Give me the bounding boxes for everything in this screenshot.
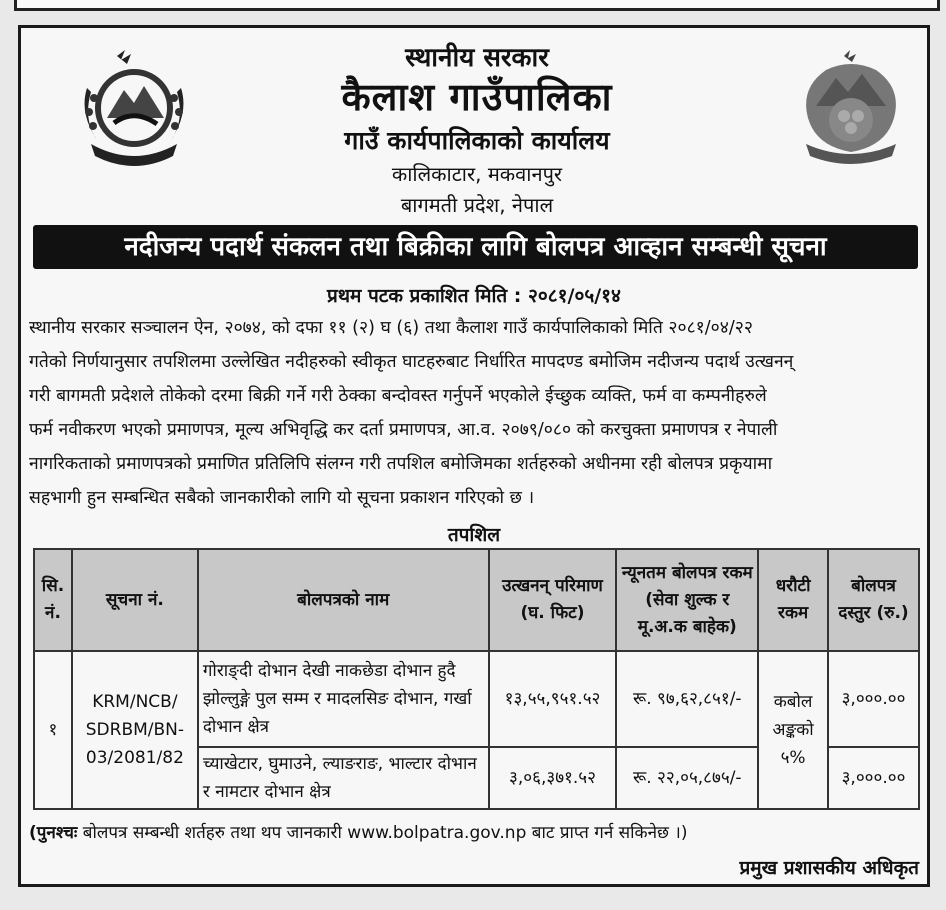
municipality-name: कैलाश गाउँपालिका bbox=[341, 75, 613, 119]
province-country: बागमती प्रदेश, नेपाल bbox=[400, 193, 554, 217]
header-tender-name: बोलपत्रको नाम bbox=[198, 549, 489, 651]
header-deposit: धरौटी रकम bbox=[758, 549, 828, 651]
tender-table bbox=[33, 548, 920, 810]
cell-min-amount: रू. ९७,६२,८५१/- bbox=[616, 651, 758, 747]
table-header-row bbox=[34, 549, 919, 651]
footnote bbox=[29, 820, 687, 843]
cell-notice-no: KRM/NCB/ SDRBM/BN- 03/2081/82 bbox=[72, 651, 198, 809]
signatory-title: प्रमुख प्रशासकीय अधिकृत bbox=[739, 857, 919, 879]
local-government-heading: स्थानीय सरकार bbox=[405, 43, 549, 73]
cell-tender-name: च्याखेटार, घुमाउने, ल्याङराङ, भाल्टार दोभान र नामटार दोभान क्षेत्र bbox=[198, 747, 489, 809]
footnote-label: (पुनश्चः bbox=[29, 823, 78, 843]
cell-sn: १ bbox=[34, 651, 72, 809]
header-fee: बोलपत्र दस्तुर (रु.) bbox=[828, 549, 919, 651]
cell-quantity: ३,०६,३७१.५२ bbox=[489, 747, 617, 809]
header-sn: सि. नं. bbox=[34, 549, 72, 651]
notice-title: नदीजन्य पदार्थ संकलन तथा बिक्रीका लागि बोलपत्र आव्हान सम्बन्धी सूचना bbox=[33, 225, 918, 269]
details-heading: तपशिल bbox=[447, 524, 501, 546]
previous-notice-border bbox=[14, 0, 940, 11]
header-min-amount: न्यूनतम बोलपत्र रकम (सेवा शुल्क र मू.अ.क बाहेक) bbox=[616, 549, 758, 651]
body-line: नागरिकताको प्रमाणपत्रको प्रमाणित प्रतिलिपि संलग्न गरी तपशिल बमोजिमका शर्तहरुको अधीनमा रही बोलपत्र प्रकृयामा bbox=[29, 454, 773, 474]
table-row bbox=[34, 651, 919, 747]
notice-body bbox=[29, 311, 924, 515]
header-notice-no: सूचना नं. bbox=[72, 549, 198, 651]
body-line: स्थानीय सरकार सञ्चालन ऐन, २०७४, को दफा ११ (२) घ (६) तथा कैलाश गाउँ कार्यपालिकाको मिति २०८१/०४/२२ bbox=[29, 318, 753, 338]
publish-date: प्रथम पटक प्रकाशित मिति : २०८१/०५/१४ bbox=[327, 285, 621, 307]
cell-fee: ३,०००.०० bbox=[828, 747, 919, 809]
cell-fee: ३,०००.०० bbox=[828, 651, 919, 747]
cell-deposit: कबोल अङ्कको ५% bbox=[758, 651, 828, 809]
body-line: गतेको निर्णयानुसार तपशिलमा उल्लेखित नदीहरुको स्वीकृत घाटहरुबाट निर्धारित मापदण्ड बमोजिम नदीजन्य पदार्थ उत्खनन् bbox=[29, 352, 794, 372]
body-line: सहभागी हुन सम्बन्धित सबैको जानकारीको लागि यो सूचना प्रकाशन गरिएको छ । bbox=[29, 488, 535, 508]
footnote-text: बोलपत्र सम्बन्धी शर्तहरु तथा थप जानकारी www.bolpatra.gov.np बाट प्राप्त गर्न सकिनेछ ।) bbox=[82, 823, 688, 843]
body-line: गरी बागमती प्रदेशले तोकेको दरमा बिक्री गर्ने गरी ठेक्का बन्दोवस्त गर्नुपर्ने भएकोले ईच्छुक व्यक्ति, फर्म वा कम्पनीहरुले bbox=[29, 386, 767, 406]
cell-min-amount: रू. २२,०५,८७५/- bbox=[616, 747, 758, 809]
header-quantity: उत्खनन् परिमाण (घ. फिट) bbox=[489, 549, 617, 651]
office-name: गाउँ कार्यपालिकाको कार्यालय bbox=[344, 126, 610, 155]
public-notice bbox=[18, 25, 930, 887]
cell-tender-name: गोराङ्दी दोभान देखी नाकछेडा दोभान हुदै झोल्लुङ्गे पुल सम्म र मादलसिङ दोभान, गर्खा दोभान क्षेत्र bbox=[198, 651, 489, 747]
cell-quantity: १३,५५,९५१.५२ bbox=[489, 651, 617, 747]
municipality-logo-icon bbox=[786, 48, 916, 168]
body-line: फर्म नवीकरण भएको प्रमाणपत्र, मूल्य अभिवृद्धि कर दर्ता प्रमाणपत्र, आ.व. २०७९/०८० को करचुक्ता प्रमाणपत्र र नेपाली bbox=[29, 420, 778, 440]
office-address: कालिकाटार, मकवानपुर bbox=[391, 162, 563, 186]
